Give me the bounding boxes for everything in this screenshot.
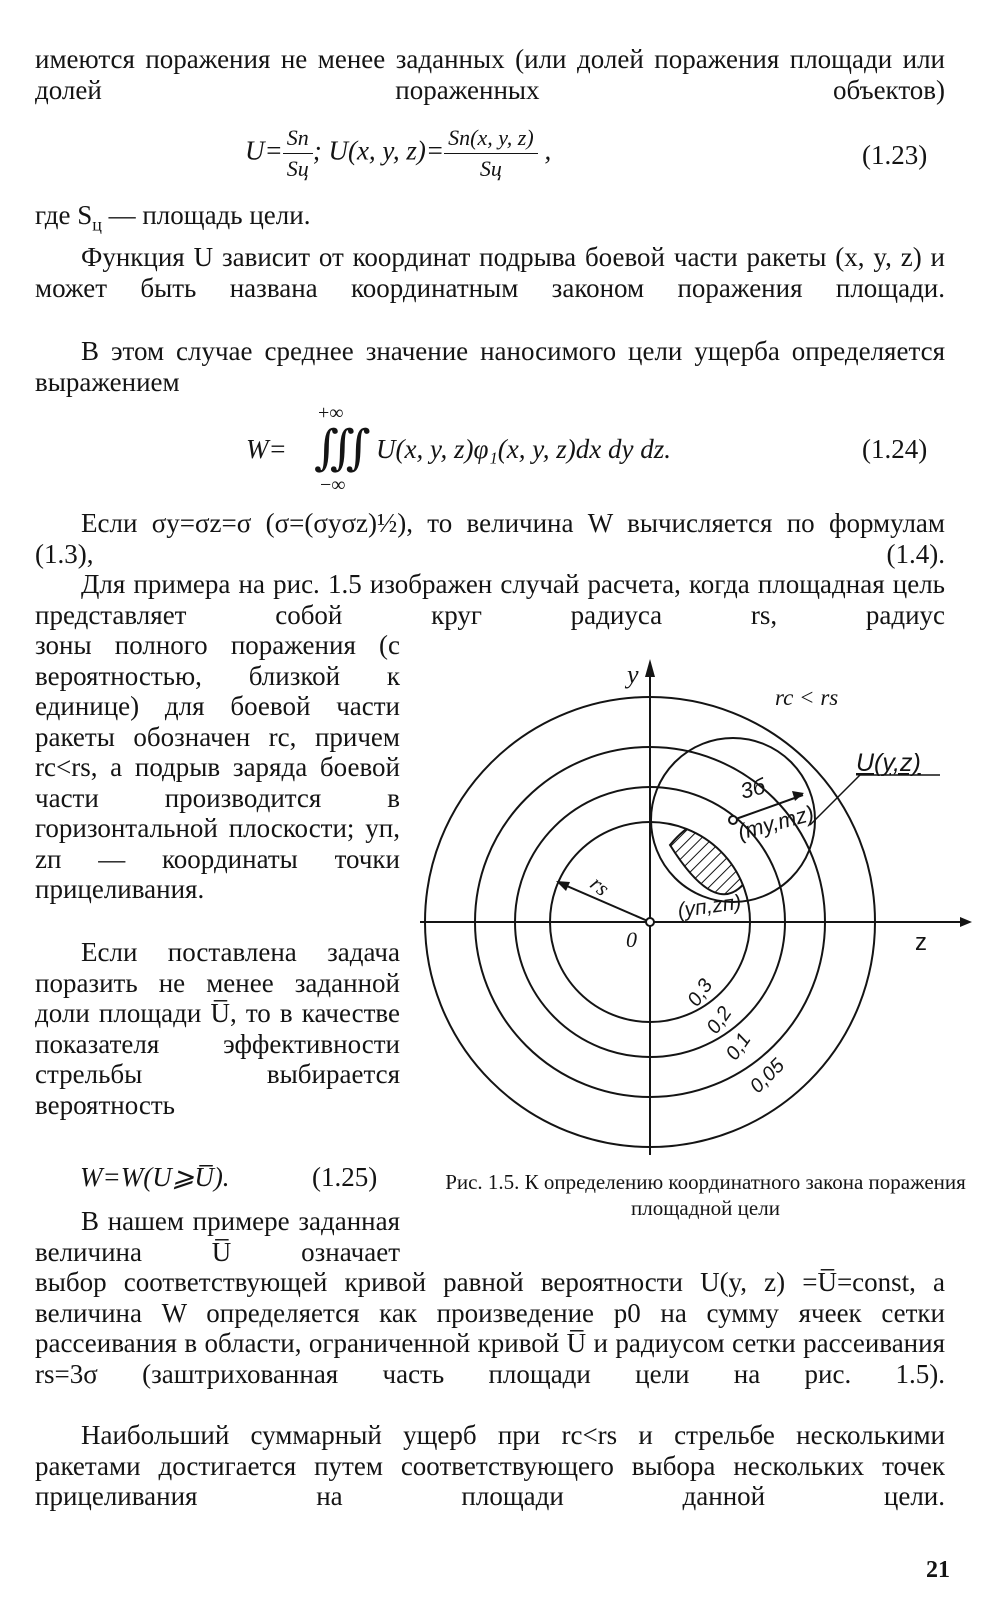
paragraph-u-depends: Функция U зависит от координат подрыва боевой части ракеты (x, y, z) и может быть названа координатным законом поражения площади. (35, 242, 945, 303)
equation-1-25: W=W(U⩾U̅). (80, 1162, 230, 1192)
paragraph-our-example-1: В нашем примере заданная величина U̅ означает (35, 1206, 400, 1267)
curve-label-leader (810, 775, 860, 825)
equation-number-1-25: (1.25) (312, 1162, 378, 1192)
eq-1-24-integral-sign: ∭ (314, 422, 371, 475)
equation-number-1-24: (1.24) (862, 434, 928, 464)
radius-rs-label: rs (585, 870, 615, 901)
sigma-label: 3б (737, 773, 768, 804)
eq-1-23-tail: , (537, 135, 552, 166)
page-number: 21 (926, 1557, 950, 1583)
paragraph-our-example-2: выбор соответствующей кривой равной вероятности U(y, z) =U̅=const, а величина W определяется как произведение p0 на сумму ячеек сетки рассеивания в области, ограниченной кривой U̅ и радиусом сетки рассеивания rs=3σ (заштрихованная часть площади цели на рис. 1.5). (35, 1267, 945, 1389)
condition-label: rc < rs (775, 685, 839, 710)
ring-label-0-05: 0,05 (745, 1054, 789, 1098)
eq-1-23-separator: ; U(x, y, z)= (312, 135, 445, 166)
eq-1-24-lhs: W= (246, 434, 287, 464)
paragraph-sigma: Если σy=σz=σ (σ=(σyσz)½), то величина W вычисляется по формулам (1.3), (1.4). (35, 508, 945, 569)
ring-label-0-3: 0,3 (683, 975, 718, 1011)
axis-z-label: z (915, 929, 927, 956)
eq-1-23-fraction-1: $\frac{Sп}{Sц}$ (283, 125, 313, 182)
ring-label-0-2: 0,2 (702, 1002, 737, 1038)
figure-1-5 (420, 655, 980, 1195)
paragraph-where-sc: где $S_ц$ — площадь цели. (35, 200, 311, 235)
curve-u-label: U(y,z) (856, 749, 921, 777)
paragraph-max-damage: Наибольший суммарный ущерб при rc<rs и стрельбе несколькими ракетами достигается путем соответствующего выбора нескольких точек прицеливания на площади данной цели. (35, 1420, 945, 1511)
figure-caption: Рис. 1.5. К определению координатного закона поражения площадной цели (445, 1170, 966, 1220)
paragraph-task: Если поставлена задача поразить не менее заданной доли площади U̅, то в качестве показателя эффективности стрельбы выбирается вероятность (35, 937, 400, 1120)
paragraph-example-2: зоны полного поражения (с вероятностью, близкой к единице) для боевой части ракеты обозначен rc, причем rc<rs, а подрыв заряда боевой части производится в горизонтальной плоскости; yп, zп — координаты точки прицеливания. (35, 630, 400, 904)
axis-z-arrow (960, 917, 972, 927)
eq-1-24-lower-limit: −∞ (320, 474, 346, 496)
eq-1-24-upper-limit: +∞ (318, 402, 344, 424)
ring-label-0-1: 0,1 (721, 1029, 756, 1065)
axis-y-label: y (627, 660, 639, 689)
origin-label: 0 (626, 927, 637, 952)
eq-1-23-lhs: U= (245, 135, 283, 166)
axis-y-arrow (645, 659, 655, 677)
origin-point (646, 918, 654, 926)
center-coord-label: (my,mz) (735, 800, 817, 845)
paragraph-example-1: Для примера на рис. 1.5 изображен случай расчета, когда площадная цель представляет собой круг радиуса rs, радиус (35, 569, 945, 630)
aim-point-label: (yп,zп) (676, 890, 743, 923)
paragraph-mean-damage: В этом случае среднее значение наносимого цели ущерба определяется выражением (35, 336, 945, 397)
eq-1-23-fraction-2: $\frac{Sп(x, y, z)}{Sц}$ (444, 125, 538, 182)
eq-1-24-body: U(x, y, z)φ₁(x, y, z)dx dy dz. (376, 434, 671, 464)
paragraph-intro: имеются поражения не менее заданных (или долей поражения площади или долей пораженных объектов) (35, 44, 945, 105)
equation-1-23 (245, 125, 551, 182)
equation-number-1-23: (1.23) (862, 140, 928, 170)
